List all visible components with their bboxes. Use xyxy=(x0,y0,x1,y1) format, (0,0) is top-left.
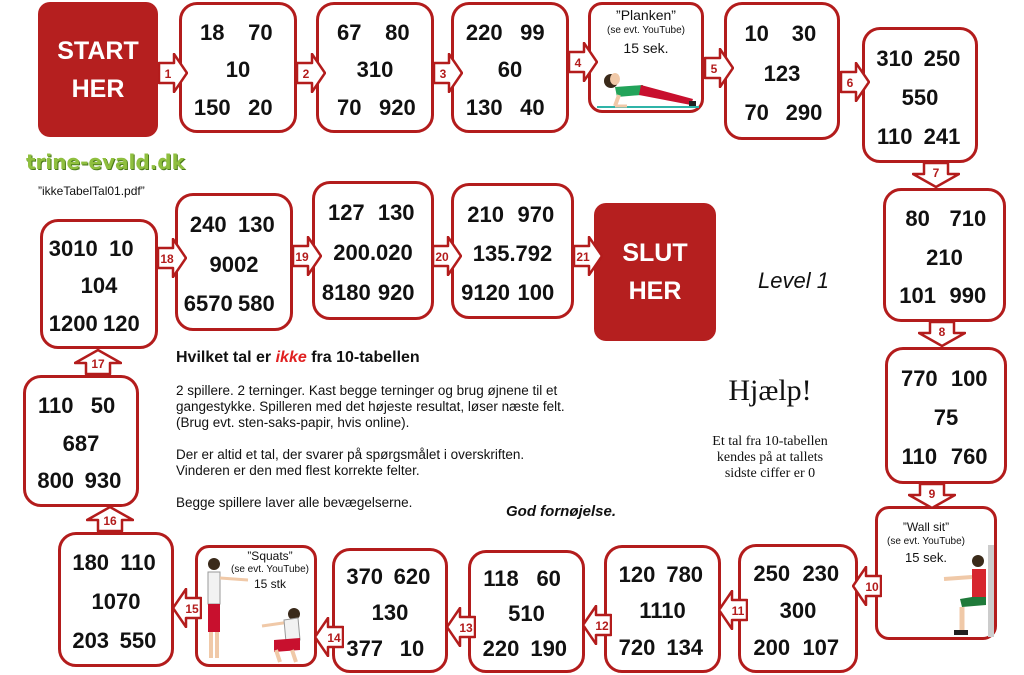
cell-3-number-top-right: 99 xyxy=(520,19,545,45)
cell-4-plank xyxy=(588,2,704,113)
cell-2-number-top-left: 67 xyxy=(336,19,362,45)
cell-3-number-bottom-left: 130 xyxy=(465,94,503,120)
cell-2-number-middle: 310 xyxy=(356,57,394,82)
cell-12-number-bottom-right: 190 xyxy=(530,635,568,661)
arrow-15-number: 15 xyxy=(185,602,199,616)
cell-19 xyxy=(312,181,434,320)
arrow-12-number: 12 xyxy=(595,619,609,633)
arrow-1 xyxy=(158,53,188,93)
cell-10 xyxy=(738,544,858,673)
cell-7-number-bottom-right: 990 xyxy=(949,282,987,308)
cell-13-number-top-left: 370 xyxy=(346,564,384,590)
rules-line4: Der er altid et tal, der svarer på spørgsmålet i overskriften. xyxy=(176,447,525,462)
cell-18 xyxy=(175,193,293,331)
cell-5-number-bottom-left: 70 xyxy=(744,100,769,126)
wallsit-illustration xyxy=(938,545,996,639)
cell-12-number-bottom-left: 220 xyxy=(482,635,520,661)
cell-15-number-bottom-right: 550 xyxy=(119,627,157,653)
arrow-10 xyxy=(852,566,882,606)
cell-7-number-top-right: 710 xyxy=(949,206,987,232)
finish-line1: SLUT xyxy=(622,239,688,267)
cell-13-number-bottom-left: 377 xyxy=(346,635,384,661)
help-line1: Et tal fra 10-tabellen xyxy=(712,434,828,449)
plank-sub: (se evt. YouTube) xyxy=(606,25,685,36)
cell-19-number-top-left: 127 xyxy=(327,200,365,226)
cell-8-number-bottom-right: 760 xyxy=(950,444,988,470)
arrow-14 xyxy=(314,617,344,657)
cell-7-number-bottom-left: 101 xyxy=(899,282,936,308)
cell-2-number-top-right: 80 xyxy=(385,19,410,45)
cell-18-number-bottom-left: 6570 xyxy=(183,291,233,317)
arrow-8 xyxy=(918,321,966,347)
help-title: Hjælp! xyxy=(728,374,812,407)
arrow-11-number: 11 xyxy=(731,604,745,618)
cell-8-number-bottom-left: 110 xyxy=(901,444,938,470)
squats-dur: 15 stk xyxy=(253,577,286,591)
rules-line5: Vinderen er den med flest korrekte felter. xyxy=(176,463,420,478)
cell-5-number-top-right: 30 xyxy=(791,21,817,47)
arrow-17-number: 17 xyxy=(91,357,105,371)
arrow-4-shape xyxy=(569,43,597,81)
help-line3: sidste ciffer er 0 xyxy=(724,466,816,481)
cell-10-number-bottom-left: 200 xyxy=(753,634,791,660)
cell-2-number-bottom-right: 920 xyxy=(379,94,416,120)
cell-13 xyxy=(332,548,448,673)
cell-18-number-top-left: 240 xyxy=(189,212,227,238)
cell-1-number-top-right: 70 xyxy=(248,19,273,45)
cell-5-number-top-left: 10 xyxy=(744,21,769,47)
arrow-3-number: 3 xyxy=(439,67,447,81)
cell-15-number-top-right: 110 xyxy=(120,550,156,576)
rules-line3: (Brug evt. sten-saks-papir, hvis online). xyxy=(176,415,410,430)
cell-15-number-middle: 1070 xyxy=(91,589,141,615)
cell-3-number-top-left: 220 xyxy=(465,19,503,45)
cell-18-number-top-right: 130 xyxy=(238,212,275,238)
arrow-9-number: 9 xyxy=(928,487,936,501)
cell-19-number-bottom-left: 8180 xyxy=(321,280,371,306)
arrow-19-number: 19 xyxy=(295,250,309,264)
start-box xyxy=(38,2,158,137)
cell-11-number-bottom-right: 134 xyxy=(666,635,704,661)
cell-20-number-middle: 135.792 xyxy=(472,240,553,266)
cell-10-number-middle: 300 xyxy=(779,597,817,623)
arrow-3-shape xyxy=(434,54,462,92)
arrow-15 xyxy=(172,588,202,628)
cell-12-number-middle: 510 xyxy=(508,600,545,626)
cell-6-number-bottom-left: 110 xyxy=(876,123,913,149)
cell-5 xyxy=(724,2,840,140)
arrow-12 xyxy=(582,605,612,645)
cell-1 xyxy=(179,2,297,133)
cell-17-number-bottom-right: 120 xyxy=(103,310,140,336)
cell-14-squats xyxy=(195,545,317,667)
cell-2 xyxy=(316,2,434,133)
cell-17 xyxy=(40,219,158,349)
cell-16-number-middle: 687 xyxy=(62,430,100,456)
cell-16-number-bottom-left: 800 xyxy=(37,468,75,494)
arrow-8-number: 8 xyxy=(938,325,946,339)
arrow-1-number: 1 xyxy=(164,67,172,81)
cell-17-number-top-left: 3010 xyxy=(48,236,98,262)
arrow-7-number: 7 xyxy=(932,166,940,180)
arrow-19 xyxy=(292,236,322,276)
cell-3-number-middle: 60 xyxy=(497,57,523,82)
arrow-3 xyxy=(433,53,463,93)
cell-6-number-top-right: 250 xyxy=(923,45,961,71)
cell-17-number-top-right: 10 xyxy=(109,236,134,262)
cell-11-number-top-right: 780 xyxy=(666,561,704,587)
start-line1: START xyxy=(57,36,139,65)
cell-15-number-bottom-left: 203 xyxy=(72,627,110,653)
help-text xyxy=(690,434,850,482)
cell-16-number-bottom-right: 930 xyxy=(84,468,122,494)
arrow-17 xyxy=(74,349,122,375)
cell-8-number-middle: 75 xyxy=(933,405,959,431)
finish-box xyxy=(594,203,716,341)
arrow-20-number: 20 xyxy=(435,250,449,264)
rules-sign: God fornøjelse. xyxy=(506,503,617,520)
plank-dur: 15 sek. xyxy=(623,40,669,56)
heading-emphasis: ikke xyxy=(275,349,307,366)
cell-8-number-top-right: 100 xyxy=(950,365,988,391)
arrow-2-shape xyxy=(297,54,325,92)
arrow-5-number: 5 xyxy=(710,62,718,76)
arrow-4 xyxy=(568,42,598,82)
rules-line2: gangestykke. Spilleren med det højeste resultat, løser næste felt. xyxy=(176,399,565,414)
filename-label: ”ikkeTabelTal01.pdf” xyxy=(38,184,145,198)
cell-12-number-top-right: 60 xyxy=(536,565,561,591)
cell-13-number-top-right: 620 xyxy=(393,564,431,590)
cell-20 xyxy=(451,183,574,319)
cell-3 xyxy=(451,2,569,133)
cell-6-number-top-left: 310 xyxy=(876,45,914,71)
arrow-5 xyxy=(704,48,734,88)
arrow-1-shape xyxy=(159,54,187,92)
arrow-7 xyxy=(912,162,960,188)
arrow-11 xyxy=(718,590,748,630)
cell-20-number-bottom-left: 9120 xyxy=(461,279,511,305)
squats-sub: (se evt. YouTube) xyxy=(230,564,309,575)
cell-16-number-top-right: 50 xyxy=(90,392,116,418)
cell-19-number-top-right: 130 xyxy=(377,200,415,226)
cell-10-number-top-right: 230 xyxy=(802,561,840,587)
plank-illustration xyxy=(595,63,701,111)
level-label: Level 1 xyxy=(758,268,829,293)
rules-block xyxy=(176,383,656,511)
cell-1-number-top-left: 18 xyxy=(199,19,225,45)
cell-15-number-top-left: 180 xyxy=(72,550,110,576)
cell-1-number-middle: 10 xyxy=(225,57,251,82)
cell-5-number-bottom-right: 290 xyxy=(785,100,823,126)
arrow-10-number: 10 xyxy=(865,580,879,594)
cell-6 xyxy=(862,27,978,163)
brand-logo: trine-evald.dk xyxy=(26,150,185,174)
arrow-18-number: 18 xyxy=(160,252,174,266)
rules-line6: Begge spillere laver alle bevægelserne. xyxy=(176,495,413,510)
arrow-21-number: 21 xyxy=(576,250,590,264)
arrow-18 xyxy=(157,238,187,278)
cell-1-number-bottom-right: 20 xyxy=(248,94,273,120)
arrow-4-number: 4 xyxy=(574,56,582,70)
cell-7 xyxy=(883,188,1006,322)
cell-16 xyxy=(23,375,139,507)
arrow-14-number: 14 xyxy=(327,631,341,645)
plank-title: ”Planken” xyxy=(616,7,676,23)
arrow-20 xyxy=(432,236,462,276)
cell-10-number-top-left: 250 xyxy=(753,561,791,587)
cell-20-number-top-left: 210 xyxy=(467,201,504,227)
cell-18-number-bottom-right: 580 xyxy=(238,291,275,317)
arrow-2 xyxy=(296,53,326,93)
arrow-13 xyxy=(446,607,476,647)
cell-16-number-top-left: 110 xyxy=(37,392,74,418)
arrow-6-number: 6 xyxy=(846,76,854,90)
cell-11-number-top-left: 120 xyxy=(618,561,656,587)
heading-prefix: Hvilket tal er xyxy=(176,349,276,366)
cell-5-number-middle: 123 xyxy=(763,60,801,86)
cell-19-number-middle: 200.020 xyxy=(333,240,413,266)
cell-13-number-middle: 130 xyxy=(371,599,409,625)
cell-12-number-top-left: 118 xyxy=(483,565,519,591)
cell-1-number-bottom-left: 150 xyxy=(193,94,231,120)
cell-2-number-bottom-left: 70 xyxy=(336,94,362,120)
arrow-6 xyxy=(840,62,870,102)
cell-18-number-middle: 9002 xyxy=(209,251,259,277)
cell-7-number-top-left: 80 xyxy=(905,206,930,232)
start-line2: HER xyxy=(71,74,125,103)
arrow-9 xyxy=(908,483,956,509)
rules-line1: 2 spillere. 2 terninger. Kast begge terninger og brug øjnene til et xyxy=(176,383,558,398)
cell-20-number-top-right: 970 xyxy=(517,201,555,227)
arrow-2-number: 2 xyxy=(302,67,310,81)
wallsit-title: ”Wall sit” xyxy=(902,520,950,534)
arrow-21 xyxy=(573,236,603,276)
cell-7-number-middle: 210 xyxy=(926,244,963,270)
cell-11-number-middle: 1110 xyxy=(639,598,686,624)
cell-9-wallsit xyxy=(875,506,997,640)
arrow-16-number: 16 xyxy=(103,514,117,528)
cell-6-number-bottom-right: 241 xyxy=(923,123,961,149)
cell-8-number-top-left: 770 xyxy=(900,365,938,391)
arrow-16 xyxy=(86,506,134,532)
cell-3-number-bottom-right: 40 xyxy=(520,94,545,120)
arrow-6-shape xyxy=(841,63,869,101)
wallsit-dur: 15 sek. xyxy=(905,550,947,565)
instructions-heading xyxy=(176,349,420,367)
cell-20-number-bottom-right: 100 xyxy=(517,279,555,305)
squats-illustration xyxy=(200,554,316,666)
help-line2: kendes på at tallets xyxy=(716,450,824,465)
cell-10-number-bottom-right: 107 xyxy=(802,634,840,660)
arrow-5-shape xyxy=(705,49,733,87)
cell-6-number-middle: 550 xyxy=(901,84,939,110)
arrow-13-number: 13 xyxy=(459,621,473,635)
cell-17-number-bottom-left: 1200 xyxy=(48,310,98,336)
cell-19-number-bottom-right: 920 xyxy=(377,280,415,306)
cell-15 xyxy=(58,532,174,667)
cell-13-number-bottom-right: 10 xyxy=(399,635,425,661)
cell-17-number-middle: 104 xyxy=(80,273,118,299)
cell-12 xyxy=(468,550,585,673)
cell-8 xyxy=(885,347,1007,484)
wallsit-sub: (se evt. YouTube) xyxy=(886,536,965,547)
cell-11 xyxy=(604,545,721,673)
squats-title: ”Squats” xyxy=(247,549,293,563)
finish-line2: HER xyxy=(628,277,682,305)
heading-suffix: fra 10-tabellen xyxy=(306,349,420,366)
cell-11-number-bottom-left: 720 xyxy=(618,635,656,661)
